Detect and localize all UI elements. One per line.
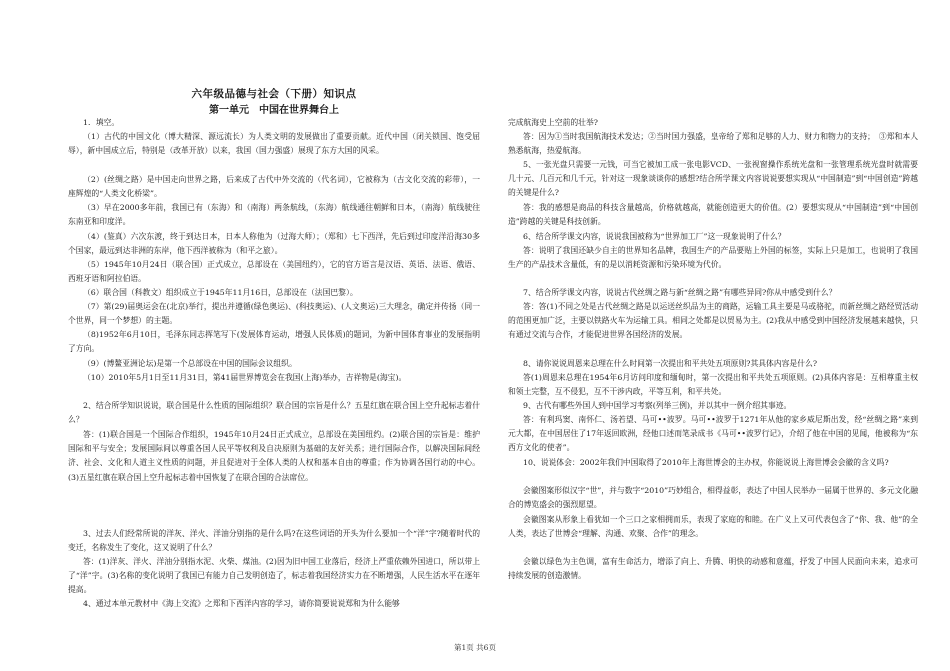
- left-paragraph: 答：(1)联合国是一个国际合作组织，1945年10月24日正式成立，总部设在美国纽约。(2)联合国的宗旨是：维护国际和平与安全；发展国际间以尊重各国人民平等权利及自决原则为基础的友好关系；进行国际合作，以解决国际间经济、社会、文化和人道主义性质的问题，并且促进对于全体人类的人权和基本自由的尊重；作为协调各国行动的中心。(3)五星红旗在联合国上空升起标志着中国恢复了在联合国的合法席位。: [68, 430, 480, 482]
- left-paragraph: 2、结合所学知识说说，联合国是什么性质的国际组织？联合国的宗旨是什么？五星红旗在联合国上空升起标志着什么？: [68, 401, 480, 425]
- left-paragraph: （4）(鉴真）六次东渡，终于到达日本，日本人称他为（过海大师）；（郑和）七下西洋，先后到过印度洋沿海30多个国家，最远到达非洲的东岸，他下西洋被称为（和平之旅）。: [68, 232, 480, 256]
- right-paragraph: 10、说说体会：2002年我们中国取得了2010年上海世博会的主办权，你能说说上海世博会会徽的含义吗?: [523, 458, 889, 467]
- left-paragraph: （10）2010年5月1日至11月31日，第41届世界博览会在我国(上海)举办，吉祥物是(海宝)。: [83, 373, 407, 382]
- right-paragraph: 完成航海史上空前的壮举?: [508, 118, 598, 127]
- left-paragraph: （6）联合国（科教文）组织成立于1945年11月16日，总部设在（法国巴黎）。: [83, 288, 358, 297]
- right-paragraph: 5、一张光盘只需要一元钱，可当它被加工成一张电影VCD、一张视窗操作系统光盘和一张管理系统光盘时就需要几十元、几百元和几千元，针对这一现象谈谈你的感想?结合所学课文内容说说要想实现从“中国制造”到“中国创造”跨越的关键是什么?: [508, 160, 918, 198]
- left-paragraph: 3、过去人们经常所说的洋灰、洋火、洋油分别指的是什么吗?在这些词语的开头为什么要加一个“洋”字?随着时代的变迁，名称发生了变化，这又说明了什么？: [68, 529, 480, 553]
- left-paragraph: 1．填空。: [83, 118, 120, 127]
- left-paragraph: （9）(博鳌亚洲论坛)是第一个总部设在中国的国际会议组织。: [83, 359, 297, 368]
- right-paragraph: 8、请你说说周恩来总理在什么时间第一次提出和平共处五项原则?其具体内容是什么?: [523, 359, 818, 368]
- right-paragraph: 答：说明了我国还缺少自主的世界知名品牌，我国生产的产品要贴上外国的标签，实际上只是加工，也说明了我国生产的产品技术含量低，有的是以消耗资源和污染环境为代价。: [508, 246, 918, 270]
- right-paragraph: 会徽图案形似汉字“世”，并与数字“2010”巧妙组合，相得益彰，表达了中国人民举办一届属于世界的、多元文化融合的博览盛会的强烈愿望。: [508, 486, 918, 510]
- left-paragraph: 答：(1)洋灰、洋火、洋油分别指水泥、火柴、煤油。(2)因为旧中国工业落后，经济上严重依赖外国进口，所以带上了“洋”字。(3)名称的变化说明了我国已有能力自己发明创造了，标志着我国经济实力在不断增强，人民生活水平在逐年提高。: [68, 557, 480, 595]
- right-paragraph: 会徽以绿色为主色调，富有生命活力，增添了向上、升腾、明快的动感和意蕴，抒发了中国人民面向未来，追求可持续发展的创造激情。: [508, 557, 918, 581]
- right-paragraph: 答：有利玛窦、南怀仁、汤若望、马可••波罗。马可••波罗于1271年从他的家乡威尼斯出发，经“丝绸之路”来到元大都，在中国居住了17年返回欧洲，经他口述而笔录成书《马可••波罗行记》，介绍了他在中国的见闻，他被称为“东西方文化的使者”。: [508, 415, 918, 453]
- right-paragraph: 答：答(1)不同之处是古代丝绸之路是以运送丝织品为主的商路，运输工具主要是马或骆驼，而新丝绸之路经贸活动的范围更加广泛，主要以铁路火车为运输工具。相同之处都是以贸易为主。(2)我从中感受到中国经济发展越来越快，只有通过交流与合作，才能促进世界各国经济的发展。: [508, 302, 918, 340]
- left-paragraph: 4、通过本单元教材中《海上交流》之郑和下西洋内容的学习，请你简要说说郑和为什么能够: [83, 599, 400, 608]
- right-paragraph: 答(1)周恩来总理在1954年6月访问印度和缅甸时，第一次提出和平共处五项原则。(2)具体内容是：互相尊重主权和领土完整，互不侵犯，互不干涉内政，平等互利，和平共处。: [508, 373, 918, 397]
- left-paragraph: （5）1945年10月24日（联合国）正式成立，总部设在（美国纽约），它的官方语言是汉语、英语、法语、俄语、西班牙语和阿拉伯语。: [68, 260, 480, 284]
- document-title: 六年级品德与社会（下册）知识点: [191, 88, 357, 100]
- right-paragraph: 6、结合所学课文内容，说说我国被称为“世界加工厂”这一现象说明了什么？: [523, 232, 786, 241]
- right-paragraph: 答：我的感想是商品的科技含量越高，价格就越高，就能创造更大的价值。(2）要想实现从“中国制造”到“中国创造”跨越的关键是科技创新。: [508, 203, 918, 227]
- right-paragraph: 会徽图案从形象上看犹如一个三口之家相拥而乐，表现了家庭的和睦。在广义上又可代表包含了“你、我、他”的全人类，表达了世博会“理解、沟通、欢聚、合作”的理念。: [508, 515, 918, 539]
- right-paragraph: 答：因为①当时我国航海技术发达；②当时国力强盛，皇帝给了郑和足够的人力、财力和物力的支持； ③郑和本人熟悉航海，热爱航海。: [508, 132, 918, 156]
- left-paragraph: （3）早在2000多年前，我国已有（东海）和（南海）两条航线，（东海）航线通往朝鲜和日本，（南海）航线驶往东南亚和印度洋。: [68, 203, 480, 227]
- page-footer: 第1页 共6页: [454, 643, 496, 652]
- left-paragraph: （8)1952年6月10日，毛泽东同志挥笔写下(发展体育运动，增强人民体质)的题词，为新中国体育事业的发展指明了方向。: [68, 330, 480, 354]
- left-paragraph: （1）古代的中国文化（博大精深、源远流长）为人类文明的发展做出了重要贡献。近代中国（闭关锁国、饱受屈辱），新中国成立后，特别是（改革开放）以来，我国（国力强盛）展现了东方大国的风采。: [68, 132, 480, 156]
- left-paragraph: （2）(丝绸之路）是中国走向世界之路，后来成了古代中外交流的（代名词），它被称为（古文化交流的彩带），一座辉煌的“人类文化桥梁”。: [68, 175, 480, 199]
- right-paragraph: 7、结合所学课文内容，说说古代丝绸之路与新“丝绸之路”有哪些异同?你从中感受到什么？: [523, 288, 837, 297]
- right-paragraph: 9、古代有哪些外国人到中国学习考察(列举三例)，并以其中一例介绍其事迹。: [523, 401, 792, 410]
- left-paragraph: （7）第(29)届奥运会在(北京)举行，提出并遵循(绿色奥运)、(科技奥运)、(人文奥运)三大理念，确定并传扬（同一个世界，同一个梦想）的主题。: [68, 302, 480, 326]
- unit-title: 第一单元 中国在世界舞台上: [209, 105, 339, 116]
